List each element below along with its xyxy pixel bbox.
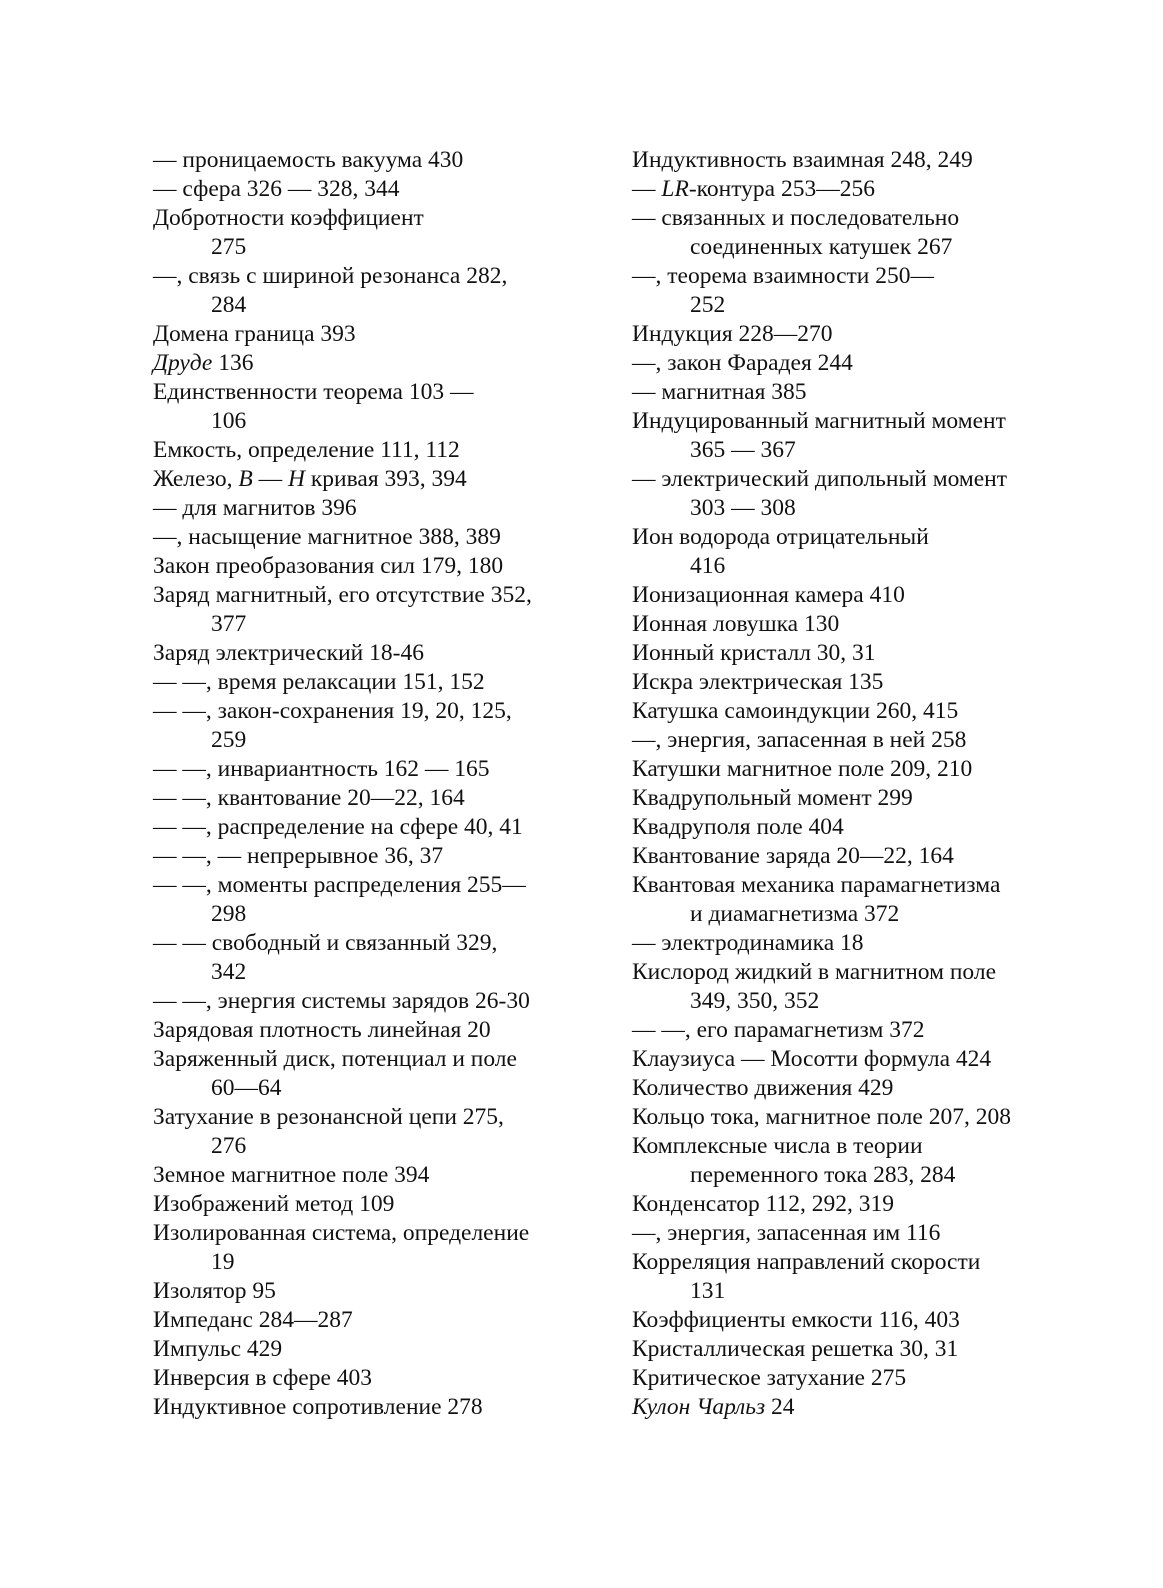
index-entry-text: Единственности теорема 103 — [153, 379, 474, 405]
index-entry [153, 668, 593, 697]
index-entry-text: —, закон Фарадея 244 [632, 350, 853, 376]
index-entry-text: Затухание в резонансной цепи 275, [153, 1104, 504, 1130]
index-entry [153, 1045, 593, 1103]
index-entry-text: —, насыщение магнитное 388, 389 [153, 524, 501, 550]
index-entry [632, 1045, 1072, 1074]
index-entry-line [632, 1045, 1072, 1074]
index-entry-line [632, 378, 1072, 407]
index-entry-line [153, 1190, 593, 1219]
index-entry [632, 1364, 1072, 1393]
index-entry-line [153, 552, 593, 581]
index-entry-line [632, 958, 1072, 987]
index-entry-text: Домена граница 393 [153, 321, 356, 347]
index-entry-line [632, 465, 1072, 494]
index-entry-text: Клаузиуса — Мосотти формула 424 [632, 1046, 992, 1072]
index-entry-text: Количество движения 429 [632, 1075, 894, 1101]
index-entry-text: Корреляция направлений скорости [632, 1249, 981, 1275]
index-entry-line [153, 1103, 593, 1132]
index-entry [632, 871, 1072, 929]
index-entry-line [632, 726, 1072, 755]
index-entry [632, 929, 1072, 958]
index-entry-line [632, 262, 1072, 291]
index-entry [632, 697, 1072, 726]
index-entry-text: Конденсатор 112, 292, 319 [632, 1191, 895, 1217]
index-entry-text: Заряд магнитный, его отсутствие 352, [153, 582, 532, 608]
index-entry-continuation [153, 958, 593, 987]
index-entry-text: — —, энергия системы зарядов 26-30 [153, 988, 530, 1014]
index-entry-text: 284 [211, 292, 247, 318]
index-entry-text: Индуцированный магнитный момент [632, 408, 1006, 434]
index-entry-line [153, 436, 593, 465]
index-entry-line [632, 1103, 1072, 1132]
index-entry [632, 523, 1072, 581]
index-entry-text: Кристаллическая решетка 30, 31 [632, 1336, 959, 1362]
index-entry [153, 842, 593, 871]
index-entry-text: 259 [211, 727, 247, 753]
index-entry [153, 1277, 593, 1306]
index-column-right [632, 146, 1072, 1422]
index-entry-line [153, 1306, 593, 1335]
index-entry-line [153, 784, 593, 813]
index-entry [632, 1190, 1072, 1219]
index-entry-line [632, 784, 1072, 813]
index-entry [632, 204, 1072, 262]
index-entry [153, 813, 593, 842]
index-entry [153, 581, 593, 639]
index-entry-text: Импеданс 284—287 [153, 1307, 353, 1333]
index-entry-line [153, 262, 593, 291]
index-entry [632, 407, 1072, 465]
index-entry-text: 342 [211, 959, 247, 985]
index-entry-line [632, 1016, 1072, 1045]
index-entry-continuation [153, 291, 593, 320]
index-entry-text: Добротности коэффициент [153, 205, 424, 231]
index-entry-text: —, теорема взаимности 250— [632, 263, 934, 289]
index-entry-line [632, 1393, 1072, 1422]
index-entry-text: переменного тока 283, 284 [690, 1162, 956, 1188]
index-entry [632, 1132, 1072, 1190]
index-entry-continuation [153, 1248, 593, 1277]
index-entry-text: Индуктивность взаимная 248, 249 [632, 147, 973, 173]
index-entry-line [632, 610, 1072, 639]
index-entry-text: Катушка самоиндукции 260, 415 [632, 698, 959, 724]
index-entry-text: Изолированная система, определение [153, 1220, 530, 1246]
index-entry-continuation [153, 1132, 593, 1161]
index-entry-line [632, 1248, 1072, 1277]
index-entry-line [153, 1045, 593, 1074]
index-entry [153, 378, 593, 436]
index-entry-line [632, 1335, 1072, 1364]
index-entry-text: Индуктивное сопротивление 278 [153, 1394, 483, 1420]
index-entry-continuation [632, 494, 1072, 523]
index-entry [632, 262, 1072, 320]
index-entry [632, 668, 1072, 697]
index-entry-continuation [632, 987, 1072, 1016]
index-entry-line [153, 668, 593, 697]
index-entry-text: Кольцо тока, магнитное поле 207, 208 [632, 1104, 1011, 1130]
index-entry-line [153, 581, 593, 610]
index-entry-text: — [632, 176, 662, 202]
index-entry-line [632, 1306, 1072, 1335]
index-entry [153, 929, 593, 987]
index-entry [153, 1364, 593, 1393]
index-entry [153, 349, 593, 378]
index-entry [153, 262, 593, 320]
index-entry-line [153, 1016, 593, 1045]
index-entry [632, 755, 1072, 784]
index-entry-text: Изолятор 95 [153, 1278, 276, 1304]
index-entry-text: — —, квантование 20—22, 164 [153, 785, 465, 811]
index-entry [632, 320, 1072, 349]
index-entry-text: 365 — 367 [690, 437, 796, 463]
index-entry-text: — —, инвариантность 162 — 165 [153, 756, 490, 782]
index-entry-text: Ион водорода отрицательный [632, 524, 929, 550]
index-entry [153, 1016, 593, 1045]
index-entry-text: Кислород жидкий в магнитном поле [632, 959, 996, 985]
index-entry-text: Квантование заряда 20—22, 164 [632, 843, 954, 869]
index-entry-line [153, 1364, 593, 1393]
index-entry-text: — проницаемость вакуума 430 [153, 147, 464, 173]
index-entry-text: 131 [690, 1278, 726, 1304]
index-entry [632, 1393, 1072, 1422]
index-entry-text: 19 [211, 1249, 235, 1275]
index-entry-line [153, 813, 593, 842]
index-entry-continuation [153, 900, 593, 929]
index-entry-line [632, 407, 1072, 436]
index-entry-continuation [632, 233, 1072, 262]
index-entry [632, 1306, 1072, 1335]
index-entry-text: Катушки магнитное поле 209, 210 [632, 756, 973, 782]
index-entry-line [153, 378, 593, 407]
index-entry [153, 552, 593, 581]
index-entry-text: 349, 350, 352 [690, 988, 820, 1014]
index-entry [153, 494, 593, 523]
index-entry-name: Друде [153, 350, 213, 376]
index-entry [632, 1248, 1072, 1306]
index-entry-text: Квантовая механика парамагнетизма [632, 872, 1001, 898]
index-entry [632, 958, 1072, 1016]
index-entry-line [632, 175, 1072, 204]
index-entry-text: — —, время релаксации 151, 152 [153, 669, 485, 695]
index-entry [153, 146, 593, 175]
index-entry-text: — магнитная 385 [632, 379, 807, 405]
index-entry-line [153, 697, 593, 726]
index-entry-line [153, 871, 593, 900]
index-entry-continuation [153, 407, 593, 436]
index-entry [153, 436, 593, 465]
index-entry-text: Искра электрическая 135 [632, 669, 884, 695]
index-entry-text: Ионный кристалл 30, 31 [632, 640, 876, 666]
index-entry [632, 146, 1072, 175]
index-entry-text: Квадруполя поле 404 [632, 814, 844, 840]
index-entry-text: 106 [211, 408, 247, 434]
index-entry-line [153, 146, 593, 175]
index-entry-text: — — свободный и связанный 329, [153, 930, 498, 956]
index-entry [153, 204, 593, 262]
index-entry-text: Ионная ловушка 130 [632, 611, 840, 637]
index-entry-text: 252 [690, 292, 726, 318]
index-entry-text: 276 [211, 1133, 247, 1159]
index-entry-text: 303 — 308 [690, 495, 796, 521]
index-entry [153, 784, 593, 813]
index-entry-line [153, 755, 593, 784]
index-entry [153, 1190, 593, 1219]
index-entry-text: Комплексные числа в теории [632, 1133, 923, 1159]
index-entry-text: Квадрупольный момент 299 [632, 785, 913, 811]
index-entry-line [632, 1074, 1072, 1103]
index-entry-text: Индукция 228—270 [632, 321, 833, 347]
index-entry-continuation [153, 726, 593, 755]
index-entry-line [153, 987, 593, 1016]
index-entry [153, 320, 593, 349]
index-entry [632, 581, 1072, 610]
index-entry-line [632, 639, 1072, 668]
index-entry-line [632, 813, 1072, 842]
index-entry [632, 842, 1072, 871]
index-entry-variable: LR [661, 176, 689, 202]
index-entry-line [153, 1161, 593, 1190]
index-entry-text: Емкость, определение 111, 112 [153, 437, 460, 463]
index-entry-continuation [632, 1277, 1072, 1306]
index-entry-line [153, 204, 593, 233]
index-entry-line [632, 697, 1072, 726]
index-entry-text: — связанных и последовательно [632, 205, 960, 231]
index-entry [153, 871, 593, 929]
index-entry-text: — —, — непрерывное 36, 37 [153, 843, 444, 869]
index-entry-text: и диамагнетизма 372 [690, 901, 900, 927]
index-entry [632, 1103, 1072, 1132]
index-entry [632, 1016, 1072, 1045]
index-entry [632, 726, 1072, 755]
index-entry-text: — —, моменты распределения 255— [153, 872, 526, 898]
index-entry [632, 378, 1072, 407]
index-entry-continuation [632, 436, 1072, 465]
index-entry-text: Закон преобразования сил 179, 180 [153, 553, 504, 579]
index-entry-continuation [153, 610, 593, 639]
index-entry-line [632, 349, 1072, 378]
index-entry-text: — электродинамика 18 [632, 930, 864, 956]
index-entry [632, 349, 1072, 378]
index-entry-continuation [632, 291, 1072, 320]
index-entry-line [153, 320, 593, 349]
index-entry-text: — —, закон-сохранения 19, 20, 125, [153, 698, 512, 724]
index-entry-line [153, 494, 593, 523]
index-entry-line [632, 871, 1072, 900]
index-entry-text: — —, распределение на сфере 40, 41 [153, 814, 523, 840]
index-entry-text: 275 [211, 234, 247, 260]
index-entry-text: 416 [690, 553, 726, 579]
index-entry-line [632, 146, 1072, 175]
index-entry-line [153, 523, 593, 552]
index-entry-line [153, 1277, 593, 1306]
index-entry-text: — —, его парамагнетизм 372 [632, 1017, 925, 1043]
index-entry-text: 377 [211, 611, 247, 637]
index-entry [632, 639, 1072, 668]
index-entry-line [632, 842, 1072, 871]
index-entry [153, 1103, 593, 1161]
index-entry-text: Заряженный диск, потенциал и поле [153, 1046, 517, 1072]
index-entry [632, 1074, 1072, 1103]
index-entry-line [632, 204, 1072, 233]
index-entry-line [632, 755, 1072, 784]
index-entry-text: Земное магнитное поле 394 [153, 1162, 430, 1188]
index-entry-line [153, 465, 593, 494]
index-entry-continuation [153, 1074, 593, 1103]
index-entry-line [632, 1364, 1072, 1393]
index-entry [153, 987, 593, 1016]
index-entry-text: —, связь с шириной резонанса 282, [153, 263, 508, 289]
index-entry [153, 697, 593, 755]
index-entry [632, 465, 1072, 523]
index-entry-text: Коэффициенты емкости 116, 403 [632, 1307, 960, 1333]
index-entry [153, 1306, 593, 1335]
index-entry [153, 1393, 593, 1422]
index-column-left [153, 146, 593, 1422]
index-entry-line [632, 929, 1072, 958]
index-entry-text: —, энергия, запасенная в ней 258 [632, 727, 967, 753]
index-entry-line [632, 1190, 1072, 1219]
index-entry-text: Зарядовая плотность линейная 20 [153, 1017, 491, 1043]
index-entry-line [153, 1393, 593, 1422]
index-entry-text: Импульс 429 [153, 1336, 283, 1362]
index-entry-text: Изображений метод 109 [153, 1191, 395, 1217]
index-entry-text: — электрический дипольный момент [632, 466, 1008, 492]
index-entry-text: Заряд электрический 18-46 [153, 640, 424, 666]
index-entry-text: 136 [212, 350, 254, 376]
index-entry [632, 784, 1072, 813]
index-entry-line [153, 1335, 593, 1364]
index-entry-text: — сфера 326 — 328, 344 [153, 176, 400, 202]
index-entry-text: Критическое затухание 275 [632, 1365, 907, 1391]
index-entry-continuation [632, 900, 1072, 929]
index-entry-continuation [153, 233, 593, 262]
index-entry [153, 1219, 593, 1277]
index-entry [632, 175, 1072, 204]
index-entry-line [632, 523, 1072, 552]
index-entry-continuation [632, 1161, 1072, 1190]
index-entry [632, 1335, 1072, 1364]
index-entry-text: соединенных катушек 267 [690, 234, 953, 260]
index-entry-line [632, 1132, 1072, 1161]
index-entry-text: 60—64 [211, 1075, 282, 1101]
index-entry [632, 813, 1072, 842]
index-entry-line [153, 349, 593, 378]
index-entry [632, 1219, 1072, 1248]
index-entry [153, 175, 593, 204]
index-entry-text: Ионизационная камера 410 [632, 582, 905, 608]
index-entry-text: Железо, [153, 466, 239, 492]
index-entry-text: — [252, 466, 288, 492]
index-entry-text: 24 [765, 1394, 795, 1420]
index-entry-line [153, 929, 593, 958]
index-entry-line [632, 320, 1072, 349]
index-entry-continuation [632, 552, 1072, 581]
index-entry [153, 465, 593, 494]
index-entry-line [153, 175, 593, 204]
index-entry-text: —, энергия, запасенная им 116 [632, 1220, 941, 1246]
index-entry-text: -контура 253—256 [688, 176, 875, 202]
index-entry-line [153, 1219, 593, 1248]
index-entry [153, 523, 593, 552]
index-entry-line [632, 668, 1072, 697]
index-entry [153, 639, 593, 668]
index-entry-text: 298 [211, 901, 247, 927]
index-entry-name: Кулон Чарльз [632, 1394, 766, 1420]
index-entry [153, 1335, 593, 1364]
index-entry [632, 610, 1072, 639]
index-entry [153, 1161, 593, 1190]
index-entry-text: Инверсия в сфере 403 [153, 1365, 373, 1391]
index-entry-line [632, 581, 1072, 610]
index-entry-line [153, 842, 593, 871]
index-entry [153, 755, 593, 784]
index-entry-variable: B [238, 466, 253, 492]
index-entry-text: — для магнитов 396 [153, 495, 357, 521]
index-entry-variable: H [288, 466, 305, 492]
index-entry-line [632, 1219, 1072, 1248]
index-entry-line [153, 639, 593, 668]
index-entry-text: кривая 393, 394 [304, 466, 467, 492]
